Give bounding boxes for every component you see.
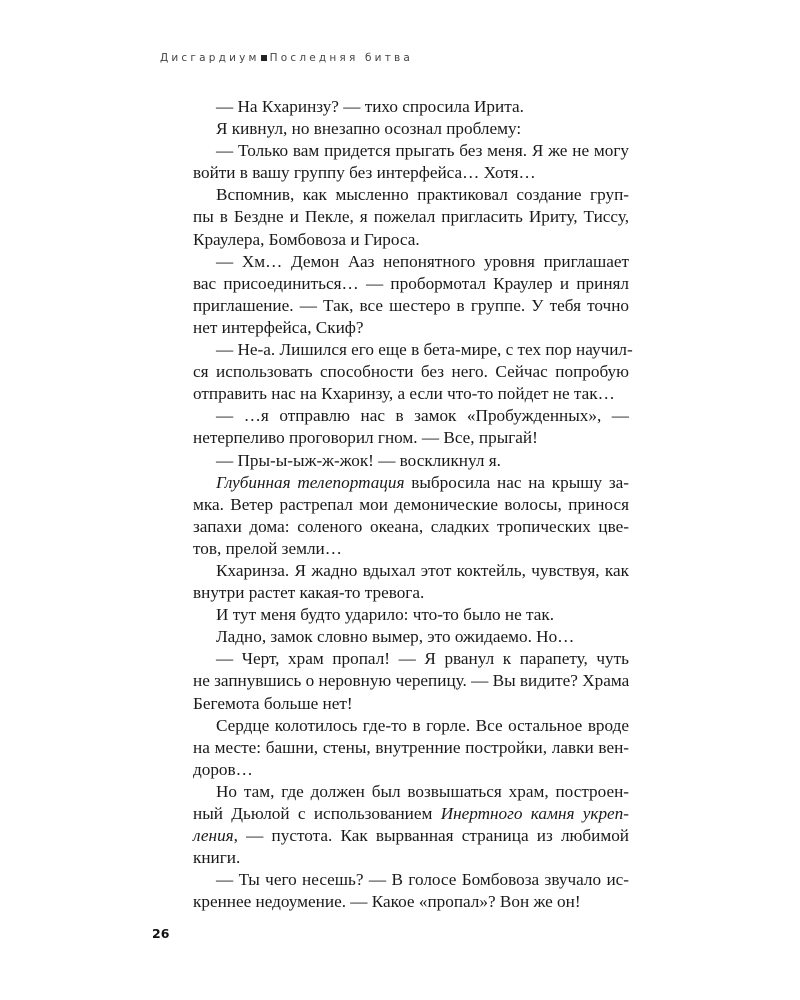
text-line [193,206,629,228]
text-segment: — Только вам придется прыгать без меня. Я же не могу [216,141,629,161]
text-segment: на месте: башни, стены, внутренние постройки, лавки вен- [193,737,629,757]
text-line [193,847,629,869]
paragraph [193,869,629,913]
text-segment: нет интерфейса, Скиф? [193,317,364,337]
text-segment: Сердце колотилось где-то в горле. Все остальное вроде [216,715,629,735]
text-line [193,140,629,162]
text-line [193,825,629,847]
text-line [193,891,629,913]
paragraph [193,140,629,184]
paragraph [193,96,629,118]
text-line [193,96,629,118]
text-line [193,781,629,803]
page-body-text [193,96,633,913]
text-line [193,317,629,339]
text-line [193,450,629,472]
paragraph [193,560,629,604]
text-segment: креннее недоумение. — Какое «пропал»? Вон же он! [193,892,581,912]
text-line [193,118,629,140]
text-line [193,383,629,405]
text-line [193,361,629,383]
text-line [193,339,633,361]
text-segment: Бегемота больше нет! [193,693,353,713]
italic-text: Инертного камня укреп- [440,804,629,823]
paragraph [193,472,629,560]
text-segment: — Хм… Демон Ааз непонятного уровня приглашает [216,251,629,271]
paragraph [193,648,629,714]
text-segment: Я кивнул, но внезапно осознал проблему: [216,119,522,139]
text-segment: пы в Бездне и Пекле, я пожелал пригласить Ириту, Тиссу, [193,207,629,227]
text-segment: Ладно, замок словно вымер, это ожидаемо. Но… [216,627,575,647]
paragraph [193,339,633,405]
text-line [193,759,629,781]
text-line [193,803,629,825]
text-line [193,273,629,295]
paragraph [193,781,629,869]
text-segment: мка. Ветер растрепал мои демонические волосы, принося [193,494,629,514]
text-segment: — Черт, храм пропал! — Я рванул к парапету, чуть [216,649,629,669]
text-segment: приглашение. — Так, все шестеро в группе. У тебя точно [193,295,629,315]
text-segment: — Пры-ы-ыж-ж-жок! — воскликнул я. [216,450,501,470]
text-segment: доров… [193,759,253,779]
text-segment: ся использовать способности без него. Сейчас попробую [193,362,629,382]
text-segment: не запнувшись о неровную черепицу. — Вы видите? Храма [193,671,630,691]
text-line [193,516,629,538]
text-segment: Краулера, Бомбовоза и Гироса. [193,229,420,249]
text-segment: Кхаринза. Я жадно вдыхал этот коктейль, чувствуя, как [216,560,629,580]
text-segment: Но там, где должен был возвышаться храм, построен- [216,781,629,801]
text-segment: вас присоединиться… — пробормотал Краулер и принял [193,273,629,293]
text-segment: тов, прелой земли… [193,538,342,558]
text-segment: ный Дьюлой с использованием [193,804,441,823]
italic-text: ления [193,826,234,846]
text-line [193,560,629,582]
text-line [193,184,629,206]
text-segment: И тут меня будто ударило: что-то было не так. [216,605,555,625]
text-line [193,472,629,494]
text-line [193,626,629,648]
text-segment: отправить нас на Кхаринзу, а если что-то пойдет не так… [193,384,615,404]
text-line [193,538,629,560]
paragraph [193,715,629,781]
text-line [193,251,629,273]
text-segment: Вспомнив, как мысленно практиковал создание груп- [216,185,629,205]
text-line [193,229,629,251]
text-line [193,295,629,317]
text-line [193,869,629,891]
text-segment: , — пустота. Как вырванная страница из любимой [233,826,629,846]
paragraph [193,251,629,339]
text-segment: — Ты чего несешь? — В голосе Бомбовоза звучало ис- [216,870,629,890]
text-segment: — Не-а. Лишился его еще в бета-мире, с тех пор научил- [216,340,633,360]
text-line [193,494,629,516]
paragraph [193,405,629,449]
text-line [193,582,629,604]
text-line [193,670,629,692]
book-series-title: Дисгардиум [160,52,260,64]
text-line [193,427,629,449]
page-number: 26 [152,926,170,941]
text-line [193,405,629,427]
text-line [193,162,629,184]
text-line [193,737,629,759]
text-segment: нетерпеливо проговорил гном. — Все, прыгай! [193,428,538,448]
separator-square-icon [261,55,267,61]
text-line [193,604,629,626]
paragraph [193,118,629,140]
paragraph [193,626,629,648]
running-header [160,52,413,64]
text-segment: внутри растет какая-то тревога. [193,583,425,603]
book-title: Последняя битва [269,52,414,64]
text-line [193,648,629,670]
paragraph [193,450,629,472]
paragraph [193,604,629,626]
text-segment: книги. [193,848,241,868]
italic-text: Глубинная телепортация [216,472,405,492]
text-line [193,693,629,715]
text-segment: — …я отправлю нас в замок «Пробужденных», — [216,406,629,426]
text-segment: выбросила нас на крышу за- [404,472,629,492]
text-segment: — На Кхаринзу? — тихо спросила Ирита. [216,97,524,116]
text-segment: войти в вашу группу без интерфейса… Хотя… [193,163,536,183]
text-segment: запахи дома: соленого океана, сладких тропических цве- [193,516,629,536]
paragraph [193,184,629,250]
text-line [193,715,629,737]
